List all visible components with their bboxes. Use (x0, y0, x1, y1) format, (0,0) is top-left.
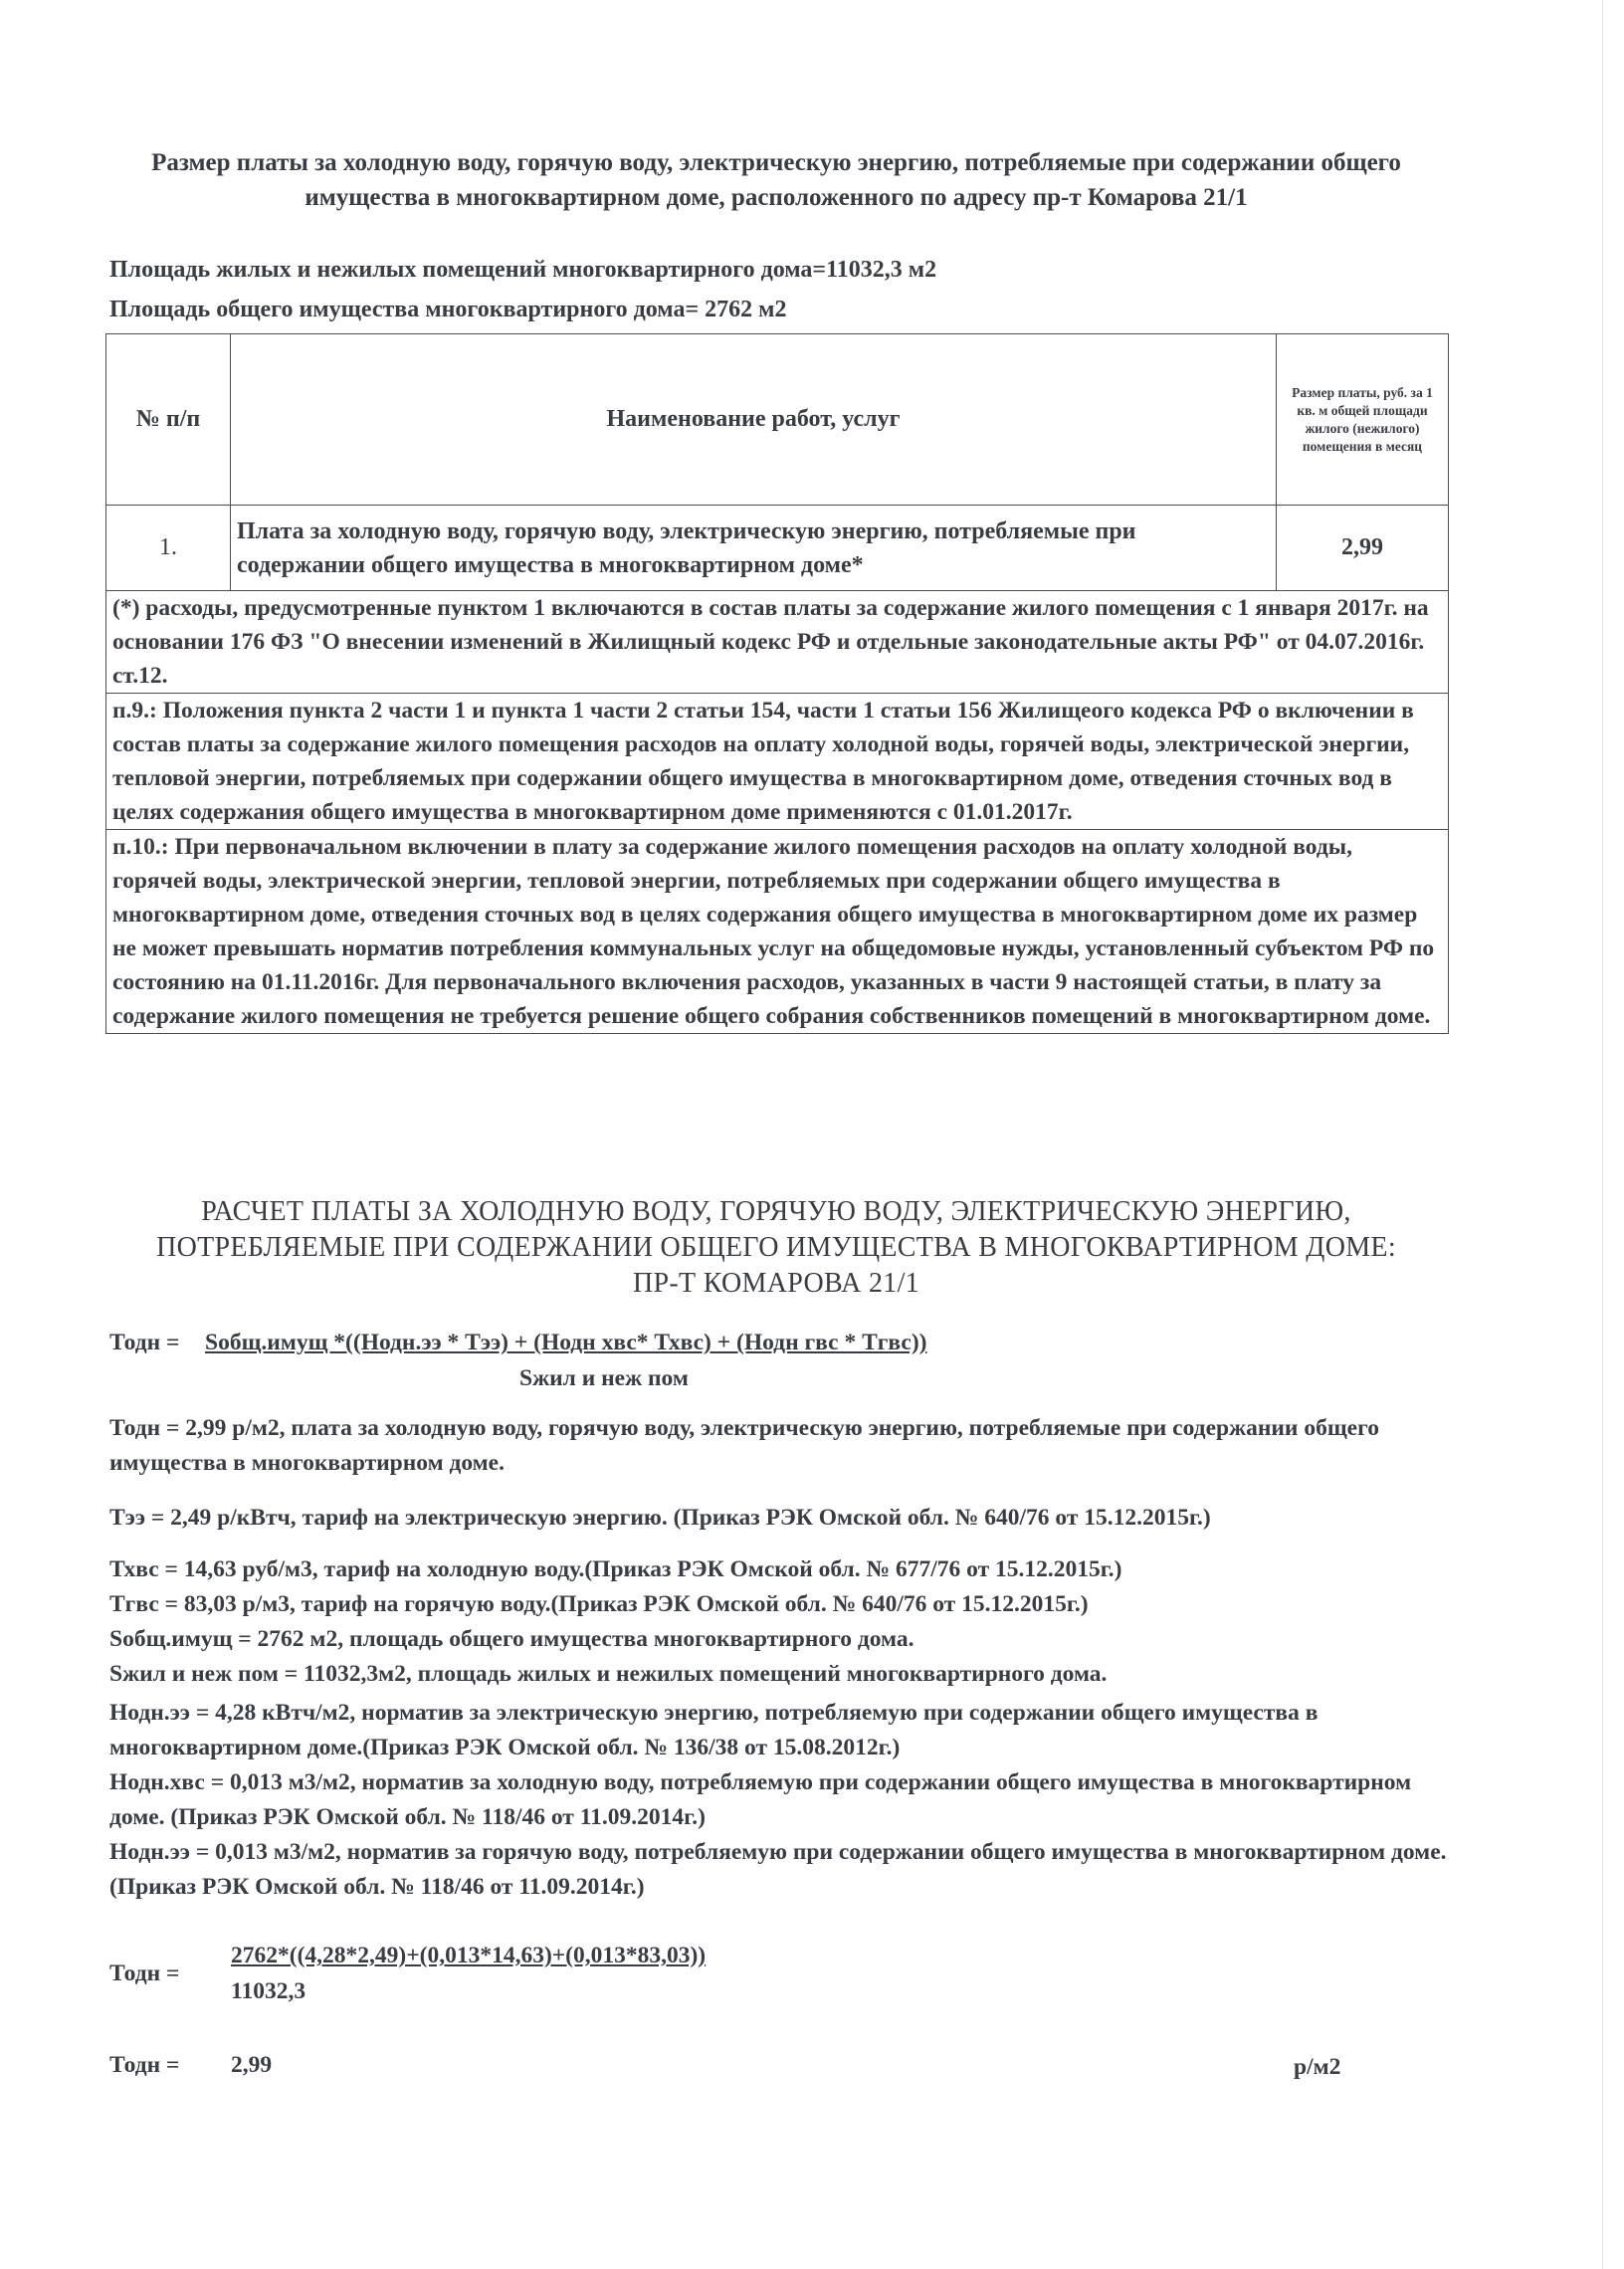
common-area-line: Площадь общего имущества многоквартирного дома= 2762 м2 (109, 297, 787, 322)
formula-denominator: Sжил и неж пом (519, 1365, 689, 1391)
header-price: Размер платы, руб. за 1 кв. м общей площади жилого (нежилого) помещения в месяц (1292, 384, 1433, 454)
header-name: Наименование работ, услуг (231, 334, 1277, 506)
definition-nodn-gvs: Нодн.ээ = 0,013 м3/м2, норматив за горячую воду, потребляемую при содержании общего имущества в многоквартирном доме. (Приказ РЭК Омской обл. № 118/46 от 11.09.2014г.) (109, 1839, 1447, 1900)
definition-tgvs: Тгвс = 83,03 р/м3, тариф на горячую воду.(Приказ РЭК Омской обл. № 640/76 от 15.12.2015г.) (109, 1591, 1089, 1617)
services-table (105, 333, 1449, 1034)
table-header-row (106, 334, 1449, 506)
numeric-label: Тодн = (109, 1960, 180, 1986)
result-value: 2,99 (231, 2052, 273, 2078)
calc-title-line-3: ПР-Т КОМАРОВА 21/1 (633, 1268, 919, 1299)
living-area-line: Площадь жилых и нежилых помещений многоквартирного дома=11032,3 м2 (109, 257, 937, 283)
definition-szhil: Sжил и неж пом = 11032,3м2, площадь жилых и нежилых помещений многоквартирного дома. (109, 1661, 1108, 1687)
table-row (106, 506, 1449, 591)
definition-nodn-hvs: Нодн.хвс = 0,013 м3/м2, норматив за холодную воду, потребляемую при содержании общего имущества в многоквартирном доме. (Приказ РЭК Омской обл. № 118/46 от 11.09.2014г.) (109, 1769, 1412, 1830)
result-unit: р/м2 (1294, 2054, 1341, 2080)
note-asterisk: (*) расходы, предусмотренные пунктом 1 включаются в состав платы за содержание жилого помещения с 1 января 2017г. на основании 176 ФЗ "О внесении изменений в Жилищный кодекс РФ и отдельные законодательные акты РФ" от 04.07.2016г. ст.12. (106, 591, 1449, 694)
note-p9: п.9.: Положения пункта 2 части 1 и пункта 1 части 2 статьи 154, части 1 статьи 156 Жилищеого кодекса РФ о включении в состав платы за содержание жилого помещения расходов на оплату холодной воды, горячей воды, электрической энергии, тепловой энергии, потребляемых при содержании общего имущества в многоквартирном доме, отведения сточных вод в целях содержания общего имущества в многоквартирном доме применяются с 01.01.2017г. (106, 694, 1449, 830)
formula-numerator: Sобщ.имущ *((Нодн.ээ * Тээ) + (Нодн хвс* Тхвс) + (Нодн гвс * Тгвс)) (205, 1330, 927, 1355)
note-row-asterisk (106, 591, 1449, 694)
row-num: 1. (106, 506, 231, 591)
result-label: Тодн = (109, 2052, 180, 2078)
note-row-p9 (106, 694, 1449, 830)
definition-thvs: Тхвс = 14,63 руб/м3, тариф на холодную воду.(Приказ РЭК Омской обл. № 677/76 от 15.12.2015г.) (109, 1556, 1122, 1582)
note-row-p10 (106, 830, 1449, 1034)
calc-title-line-2: ПОТРЕБЛЯЕМЫЕ ПРИ СОДЕРЖАНИИ ОБЩЕГО ИМУЩЕСТВА В МНОГОКВАРТИРНОМ ДОМЕ: (156, 1232, 1396, 1263)
definition-sobsch: Sобщ.имущ = 2762 м2, площадь общего имущества многоквартирного дома. (109, 1626, 914, 1652)
row-name: Плата за холодную воду, горячую воду, электрическую энергию, потребляемые при содержании общего имущества в многоквартирном доме* (231, 506, 1277, 591)
calc-title (100, 1194, 1453, 1302)
definition-todn: Тодн = 2,99 р/м2, плата за холодную воду, горячую воду, электрическую энергию, потребляемые при содержании общего имущества в многоквартирном доме. (109, 1415, 1379, 1476)
page-edge (1602, 0, 1603, 2269)
numeric-denominator: 11032,3 (231, 1978, 306, 2004)
header-num: № п/п (106, 334, 231, 506)
numeric-numerator: 2762*((4,28*2,49)+(0,013*14,63)+(0,013*83,03)) (231, 1943, 707, 1968)
definition-nodn-ee: Нодн.ээ = 4,28 кВтч/м2, норматив за электрическую энергию, потребляемую при содержании общего имущества в многоквартирном доме.(Приказ РЭК Омской обл. № 136/38 от 15.08.2012г.) (109, 1700, 1319, 1760)
row-price: 2,99 (1277, 506, 1449, 591)
calc-title-line-1: РАСЧЕТ ПЛАТЫ ЗА ХОЛОДНУЮ ВОДУ, ГОРЯЧУЮ ВОДУ, ЭЛЕКТРИЧЕСКУЮ ЭНЕРГИЮ, (201, 1196, 1351, 1227)
document-title: Размер платы за холодную воду, горячую воду, электрическую энергию, потребляемые при содержании общего имущества в многоквартирном доме, расположенного по адресу пр-т Комарова 21/1 (151, 149, 1401, 211)
note-p10: п.10.: При первоначальном включении в плату за содержание жилого помещения расходов на оплату холодной воды, горячей воды, электрической энергии, тепловой энергии, потребляемых при содержании общего имущества в многоквартирном доме, отведения сточных вод в целях содержания общего имущества в многоквартирном доме их размер не может превышать норматив потребления коммунальных услуг на общедомовые нужды, установленный субъектом РФ по состоянию на 01.11.2016г. Для первоначального включения расходов, указанных в части 9 настоящей статьи, в плату за содержание жилого помещения не требуется решение общего собрания собственников помещений в многоквартирном доме. (106, 830, 1449, 1034)
definition-tee: Тээ = 2,49 р/кВтч, тариф на электрическую энергию. (Приказ РЭК Омской обл. № 640/76 от 15.12.2015г.) (109, 1505, 1211, 1531)
formula-label: Тодн = (109, 1330, 180, 1355)
